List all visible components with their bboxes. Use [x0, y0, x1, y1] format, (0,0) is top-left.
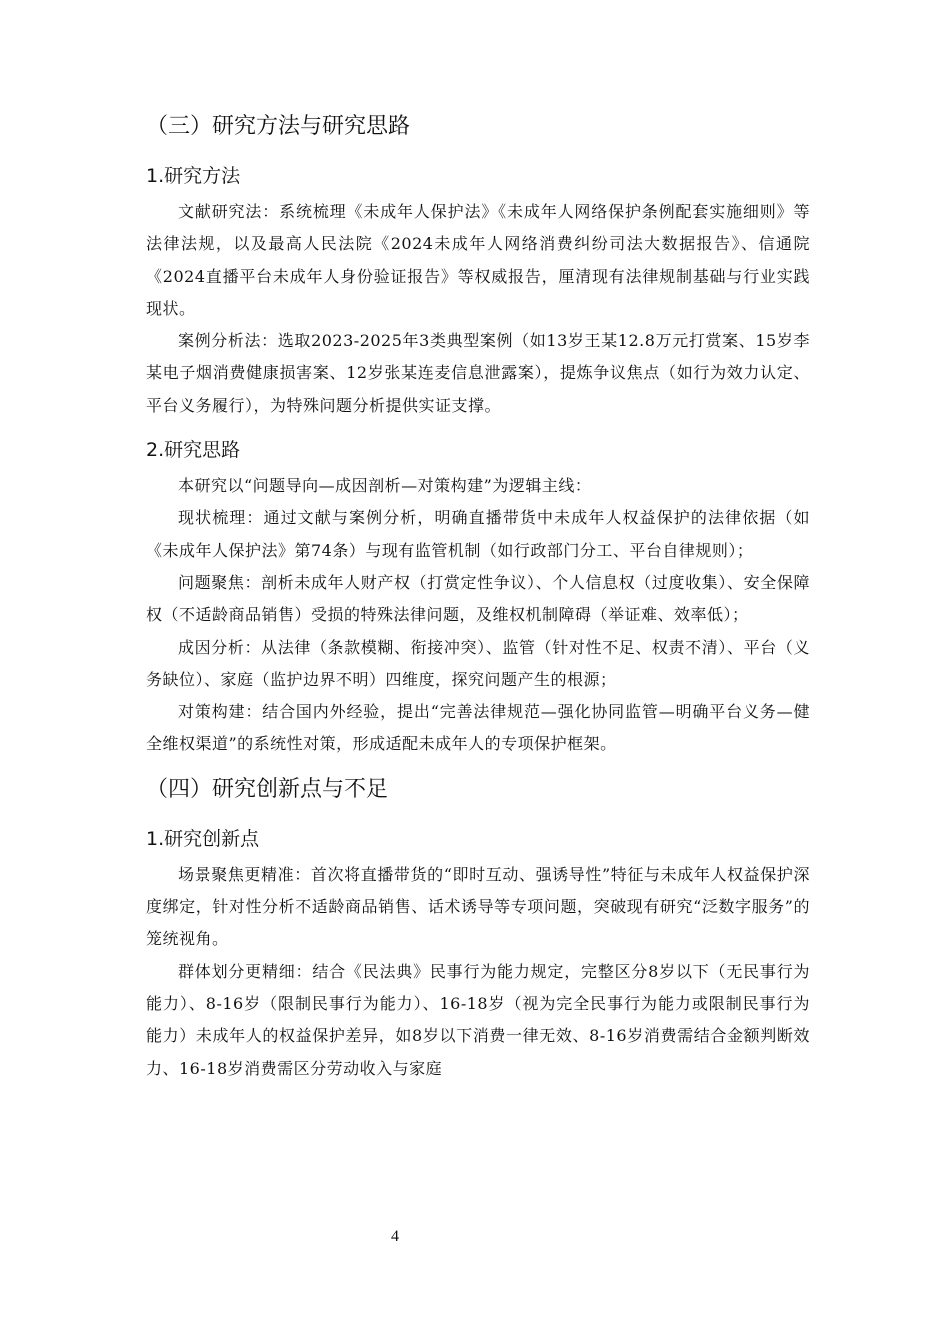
subheading-research-method: 1.研究方法: [146, 165, 241, 187]
paragraph-group-division: 群体划分更精细：结合《民法典》民事行为能力规定，完整区分8岁以下（无民事行为能力）、8-16岁（限制民事行为能力）、16-18岁（视为完全民事行为能力或限制民事行为能力）未成年人的权益保护差异，如8岁以下消费一律无效、8-16岁消费需结合金额判断效力、16-18岁消费需区分劳动收入与家庭: [146, 961, 810, 1078]
section-heading-innovation: （四）研究创新点与不足: [146, 776, 389, 802]
page-number: 4: [391, 1228, 399, 1245]
paragraph-countermeasures: 对策构建：结合国内外经验，提出“完善法律规范—强化协同监管—明确平台义务—健全维权渠道”的系统性对策，形成适配未成年人的专项保护框架。: [146, 702, 810, 754]
paragraph-scenario-focus: 场景聚焦更精准：首次将直播带货的“即时互动、强诱导性”特征与未成年人权益保护深度绑定，针对性分析不适龄商品销售、话术诱导等专项问题，突破现有研究“泛数字服务”的笼统视角。: [146, 864, 810, 949]
paragraph-problem-focus: 问题聚焦：剖析未成年人财产权（打赏定性争议）、个人信息权（过度收集）、安全保障权（不适龄商品销售）受损的特殊法律问题，及维权机制障碍（举证难、效率低）；: [146, 572, 810, 625]
page-content: [146, 112, 810, 1085]
paragraph-logic-mainline: 本研究以“问题导向—成因剖析—对策构建”为逻辑主线：: [178, 476, 592, 496]
paragraph-cause-analysis: 成因分析：从法律（条款模糊、衔接冲突）、监管（针对性不足、权责不清）、平台（义务缺位）、家庭（监护边界不明）四维度，探究问题产生的根源；: [146, 637, 810, 689]
paragraph-case-analysis: 案例分析法：选取2023-2025年3类典型案例（如13岁王某12.8万元打赏案、15岁李某电子烟消费健康损害案、12岁张某连麦信息泄露案），提炼争议焦点（如行为效力认定、平台义务履行），为特殊问题分析提供实证支撑。: [146, 331, 810, 415]
paragraph-status-review: 现状梳理：通过文献与案例分析，明确直播带货中未成年人权益保护的法律依据（如《未成年人保护法》第74条）与现有监管机制（如行政部门分工、平台自律规则）；: [146, 508, 810, 560]
section-heading-research-methods: （三）研究方法与研究思路: [146, 114, 411, 139]
subheading-innovation-points: 1.研究创新点: [146, 827, 260, 850]
subheading-research-approach: 2.研究思路: [146, 439, 241, 462]
paragraph-literature-research: 文献研究法：系统梳理《未成年人保护法》《未成年人网络保护条例配套实施细则》等法律法规，以及最高人民法院《2024未成年人网络消费纠纷司法大数据报告》、信通院《2024直播平台未成年人身份验证报告》等权威报告，厘清现有法律规制基础与行业实践现状。: [146, 202, 810, 318]
